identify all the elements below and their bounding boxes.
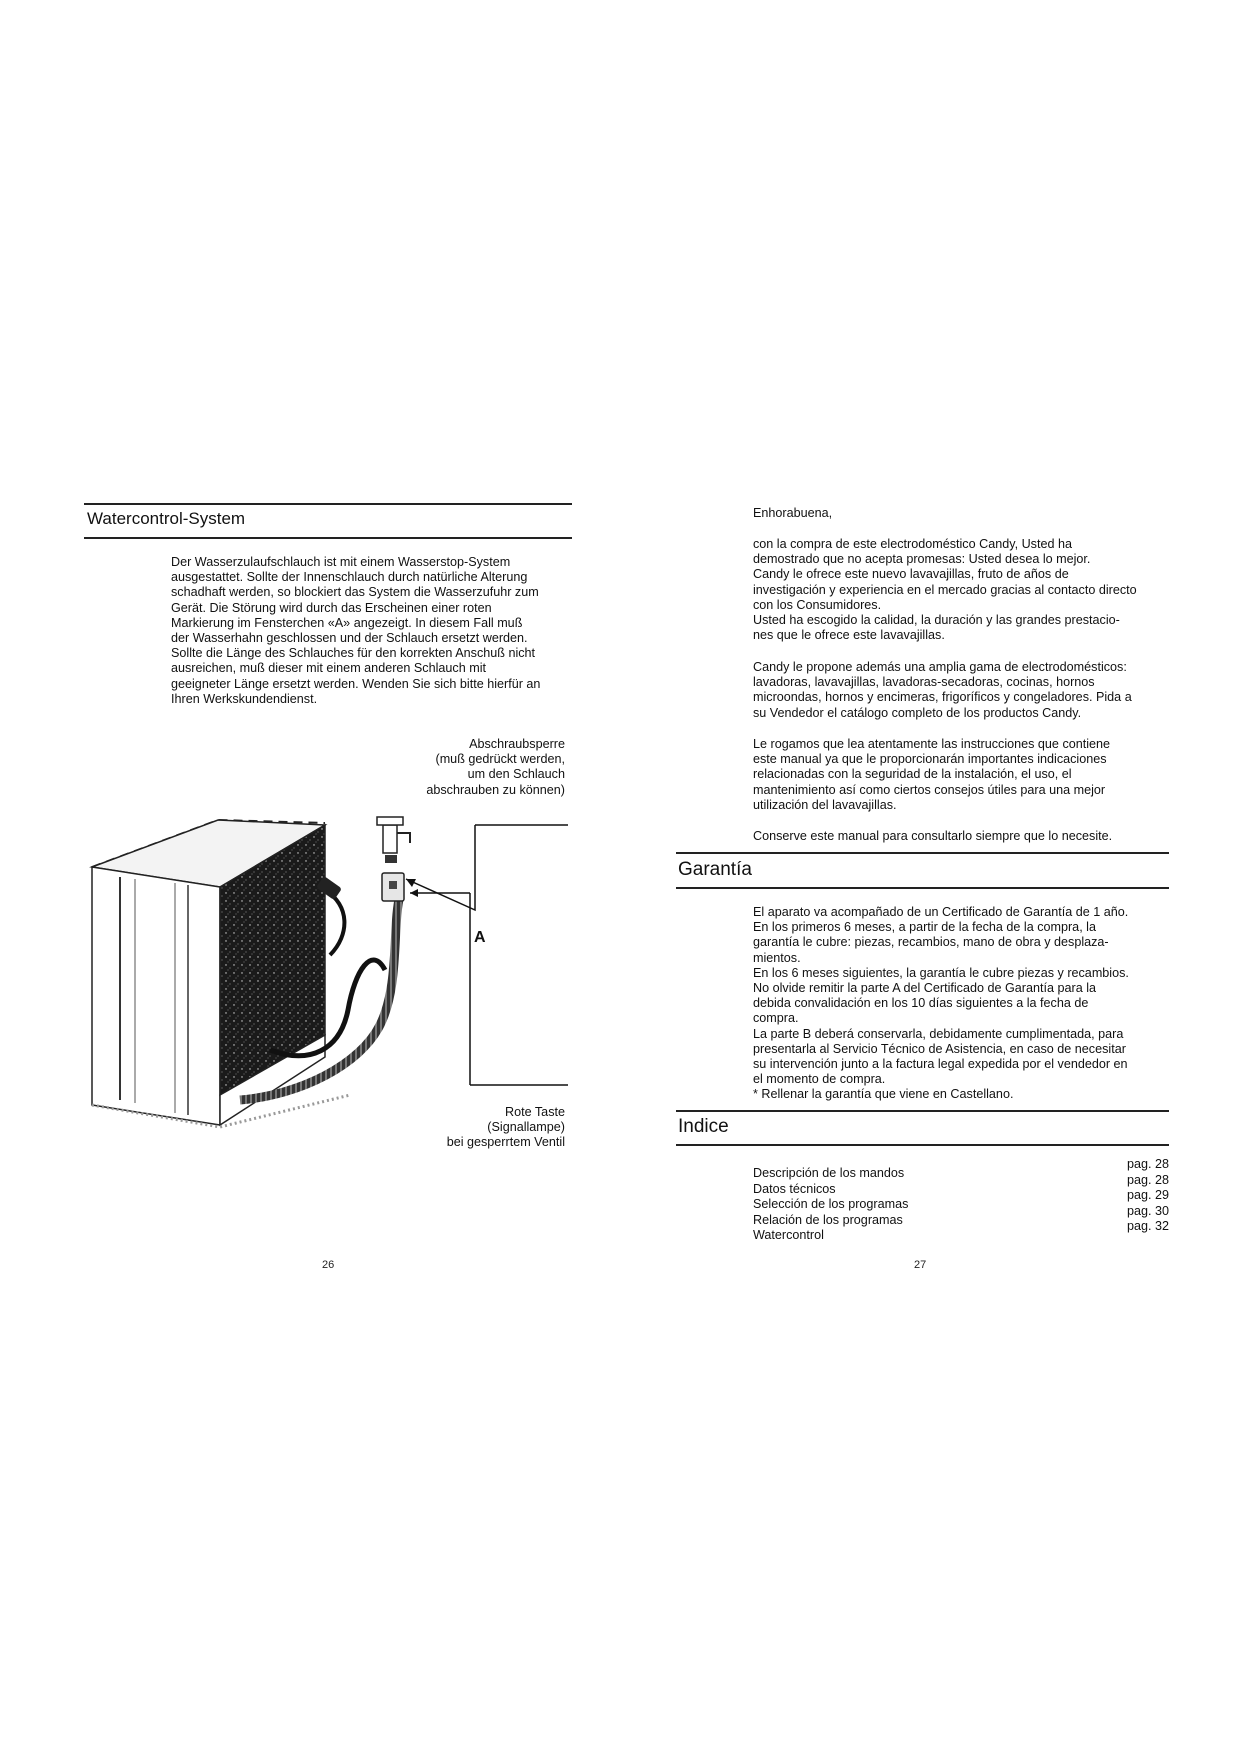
text-line: este manual ya que le proporcionarán importantes indicaciones bbox=[753, 752, 1107, 767]
text-line: Abschraubsperre bbox=[469, 737, 565, 751]
keep-manual-note: Conserve este manual para consultarlo siempre que lo necesite. bbox=[753, 829, 1113, 843]
index-entry-page: pag. 30 bbox=[1126, 1204, 1169, 1218]
left-title-rule-top bbox=[84, 503, 572, 505]
callout-red-button bbox=[380, 1105, 565, 1151]
left-title-rule-bottom bbox=[84, 537, 572, 539]
text-line: Der Wasserzulaufschlauch ist mit einem Wasserstop-System bbox=[171, 555, 511, 569]
text-line: No olvide remitir la parte A del Certificado de Garantía para la bbox=[753, 981, 1097, 996]
text-line: schadhaft werden, so blockiert das System die Wasserzufuhr zum bbox=[171, 585, 539, 600]
index-entry-page: pag. 32 bbox=[1126, 1219, 1169, 1233]
text-line: En los 6 meses siguientes, la garantía le cubre piezas y recambios. bbox=[753, 965, 1129, 980]
text-line: garantía le cubre: piezas, recambios, mano de obra y desplaza- bbox=[753, 935, 1109, 950]
text-line: debida convalidación en los 10 días siguientes a la fecha de bbox=[753, 996, 1089, 1011]
right-page-number: 27 bbox=[914, 1259, 927, 1271]
text-line: relacionadas con la seguridad de la instalación, el uso, el bbox=[753, 767, 1072, 782]
text-line: demostrado que no acepta promesas: Usted desea lo mejor. bbox=[753, 552, 1091, 567]
instructions-paragraph bbox=[753, 737, 1178, 813]
index-entry-title: Watercontrol bbox=[753, 1228, 824, 1242]
warranty-rule-top bbox=[676, 852, 1169, 854]
text-line: Gerät. Die Störung wird durch das Erscheinen einer roten bbox=[171, 600, 492, 615]
dishwasher-hose-illustration bbox=[80, 795, 580, 1135]
text-line: Ihren Werkskundendienst. bbox=[171, 691, 318, 706]
text-line: Sollte die Länge des Schlauches für den korrekten Anschuß nicht bbox=[171, 646, 536, 661]
index-entry-page: pag. 29 bbox=[1126, 1188, 1169, 1202]
intro-paragraph bbox=[753, 537, 1137, 643]
text-line: el momento de compra. bbox=[753, 1072, 886, 1087]
index-entry-page: pag. 28 bbox=[1126, 1157, 1169, 1171]
warranty-rule-bottom bbox=[676, 887, 1169, 889]
text-line: abschrauben zu können) bbox=[426, 782, 565, 797]
text-line: Candy le propone además una amplia gama de electrodomésticos: bbox=[753, 660, 1127, 674]
text-line: con la compra de este electrodoméstico Candy, Usted ha bbox=[753, 537, 1072, 551]
text-line: ausreichen, muß dieser mit einem anderen Schlauch mit bbox=[171, 661, 486, 676]
text-line: nes que le ofrece este lavavajillas. bbox=[753, 628, 945, 643]
index-entry-title: Selección de los programas bbox=[753, 1197, 909, 1211]
warranty-title: Garantía bbox=[678, 859, 752, 880]
index-title: Indice bbox=[678, 1116, 729, 1137]
text-line: su Vendedor el catálogo completo de los productos Candy. bbox=[753, 705, 1082, 720]
greeting: Enhorabuena, bbox=[753, 506, 833, 520]
text-line: ausgestattet. Sollte der Innenschlauch durch natürliche Alterung bbox=[171, 570, 528, 585]
text-line: investigación y experiencia en el mercado gracias al contacto directo bbox=[753, 582, 1137, 597]
text-line: con los Consumidores. bbox=[753, 597, 882, 612]
text-line: geeigneter Länge ersetzt werden. Wenden Sie sich bitte hierfür an bbox=[171, 676, 541, 691]
index-entry-title: Datos técnicos bbox=[753, 1182, 836, 1196]
text-line: La parte B deberá conservarla, debidamente cumplimentada, para bbox=[753, 1026, 1124, 1041]
text-line: presentarla al Servicio Técnico de Asistencia, en caso de necesitar bbox=[753, 1041, 1126, 1056]
text-line: Le rogamos que lea atentamente las instrucciones que contiene bbox=[753, 737, 1111, 751]
left-page-number: 26 bbox=[322, 1259, 335, 1271]
text-line: mientos. bbox=[753, 950, 801, 965]
index-entry-title: Relación de los programas bbox=[753, 1213, 903, 1227]
text-line: Markierung im Fensterchen «A» angezeigt. In diesem Fall muß bbox=[171, 615, 523, 630]
text-line: der Wasserhahn geschlossen und der Schlauch ersetzt werden. bbox=[171, 631, 528, 646]
text-line: lavadoras, lavavajillas, lavadoras-secadoras, cocinas, hornos bbox=[753, 675, 1095, 690]
text-line: (Signallampe) bbox=[487, 1120, 565, 1135]
text-line: mantenimiento así como ciertos consejos útiles para una mejor bbox=[753, 782, 1106, 797]
text-line: su intervención junto a la factura legal expedida por el vendedor en bbox=[753, 1057, 1128, 1072]
text-line: bei gesperrtem Ventil bbox=[446, 1135, 565, 1150]
text-line: El aparato va acompañado de un Certificado de Garantía de 1 año. bbox=[753, 905, 1129, 919]
callout-unscrew-lock bbox=[380, 737, 565, 798]
text-line: (muß gedrückt werden, bbox=[435, 752, 565, 767]
warranty-paragraph bbox=[753, 905, 1183, 1103]
text-line: utilización del lavavajillas. bbox=[753, 797, 897, 812]
index-rule-top bbox=[676, 1110, 1169, 1112]
text-line: En los primeros 6 meses, a partir de la fecha de la compra, la bbox=[753, 920, 1096, 935]
text-line: Rote Taste bbox=[505, 1105, 565, 1119]
text-line: um den Schlauch bbox=[467, 767, 565, 782]
text-line: Usted ha escogido la calidad, la duración y las grandes prestacio- bbox=[753, 613, 1120, 628]
callout-label-a: A bbox=[474, 929, 486, 946]
text-line: * Rellenar la garantía que viene en Castellano. bbox=[753, 1087, 1014, 1102]
left-section-title: Watercontrol-System bbox=[87, 509, 246, 528]
index-rule-bottom bbox=[676, 1144, 1169, 1146]
watercontrol-description bbox=[171, 555, 576, 707]
product-range-paragraph bbox=[753, 660, 1168, 721]
index-entry-title: Descripción de los mandos bbox=[753, 1166, 905, 1180]
text-line: compra. bbox=[753, 1011, 799, 1026]
text-line: Candy le ofrece este nuevo lavavajillas, fruto de años de bbox=[753, 567, 1069, 582]
text-line: microondas, hornos y encimeras, frigoríficos y congeladores. Pida a bbox=[753, 690, 1132, 705]
index-entry-page: pag. 28 bbox=[1126, 1173, 1169, 1187]
